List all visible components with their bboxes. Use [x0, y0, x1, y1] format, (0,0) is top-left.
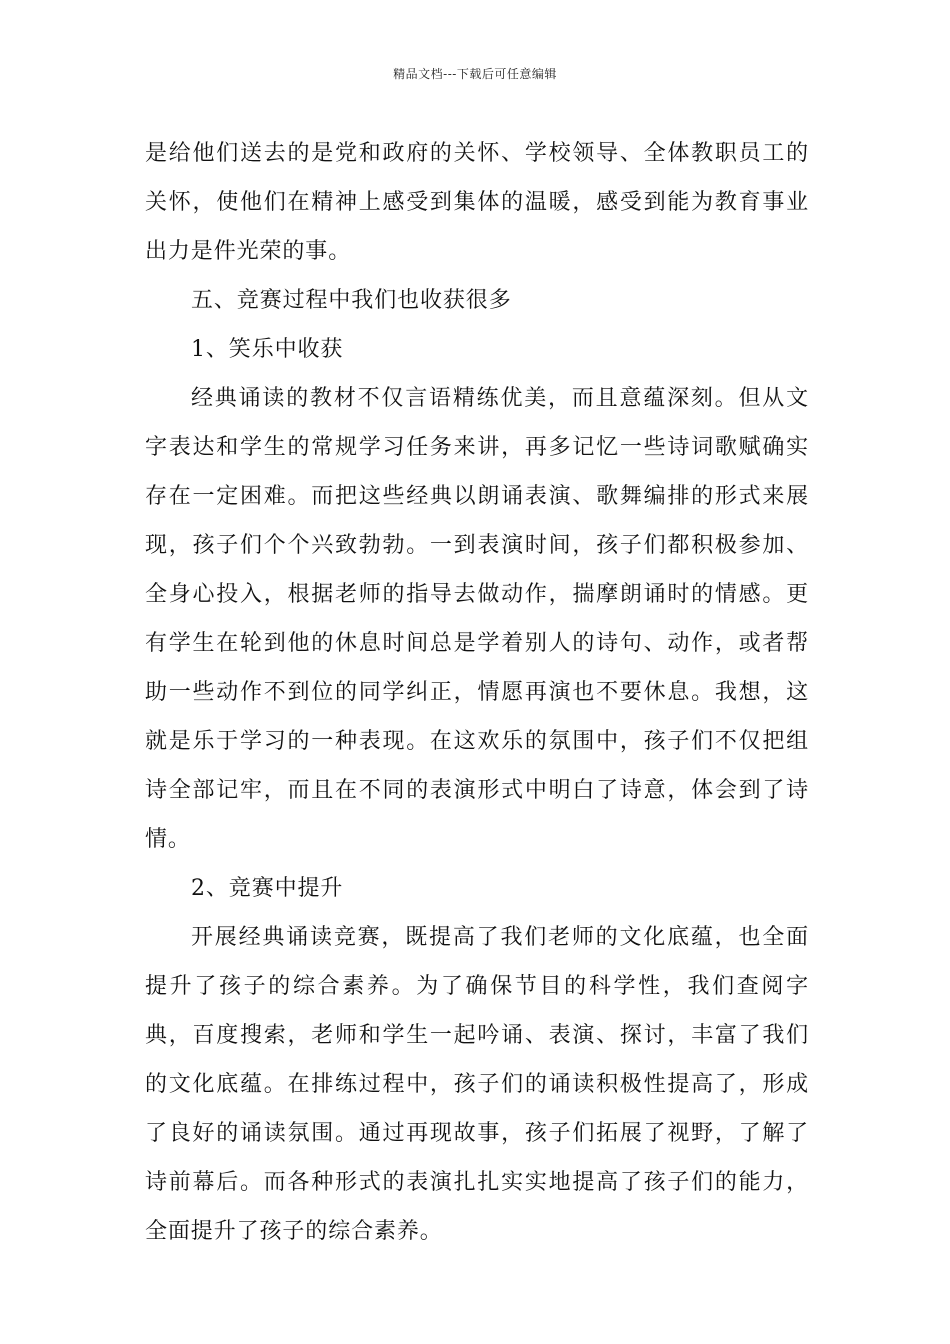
subheading-two: 2、竞赛中提升: [191, 876, 344, 901]
document-body: [145, 129, 809, 1256]
section-heading-five: 五、竞赛过程中我们也收获很多: [191, 288, 512, 313]
page-header: 精品文档---下载后可任意编辑: [393, 67, 557, 81]
paragraph-improvement: 开展经典诵读竞赛，既提高了我们老师的文化底蕴，也全面提升了孩子的综合素养。为了确保节目的科学性，我们查阅字典，百度搜索，老师和学生一起吟诵、表演、探讨，丰富了我们的文化底蕴。在排练过程中，孩子们的诵读积极性提高了，形成了良好的诵读氛围。通过再现故事，孩子们拓展了视野，了解了诗前幕后。而各种形式的表演扎扎实实地提高了孩子们的能力，全面提升了孩子的综合素养。: [145, 925, 809, 1244]
subheading-one: 1、笑乐中收获: [191, 337, 344, 362]
paragraph-harvest: 经典诵读的教材不仅言语精练优美，而且意蕴深刻。但从文字表达和学生的常规学习任务来讲，再多记忆一些诗词歌赋确实存在一定困难。而把这些经典以朗诵表演、歌舞编排的形式来展现，孩子们个个兴致勃勃。一到表演时间，孩子们都积极参加、全身心投入，根据老师的指导去做动作，揣摩朗诵时的情感。更有学生在轮到他的休息时间总是学着别人的诗句、动作，或者帮助一些动作不到位的同学纠正，情愿再演也不要休息。我想，这就是乐于学习的一种表现。在这欢乐的氛围中，孩子们不仅把组诗全部记牢，而且在不同的表演形式中明白了诗意，体会到了诗情。: [145, 386, 809, 852]
paragraph-continuation: 是给他们送去的是党和政府的关怀、学校领导、全体教职员工的关怀，使他们在精神上感受到集体的温暖，感受到能为教育事业出力是件光荣的事。: [145, 141, 809, 264]
